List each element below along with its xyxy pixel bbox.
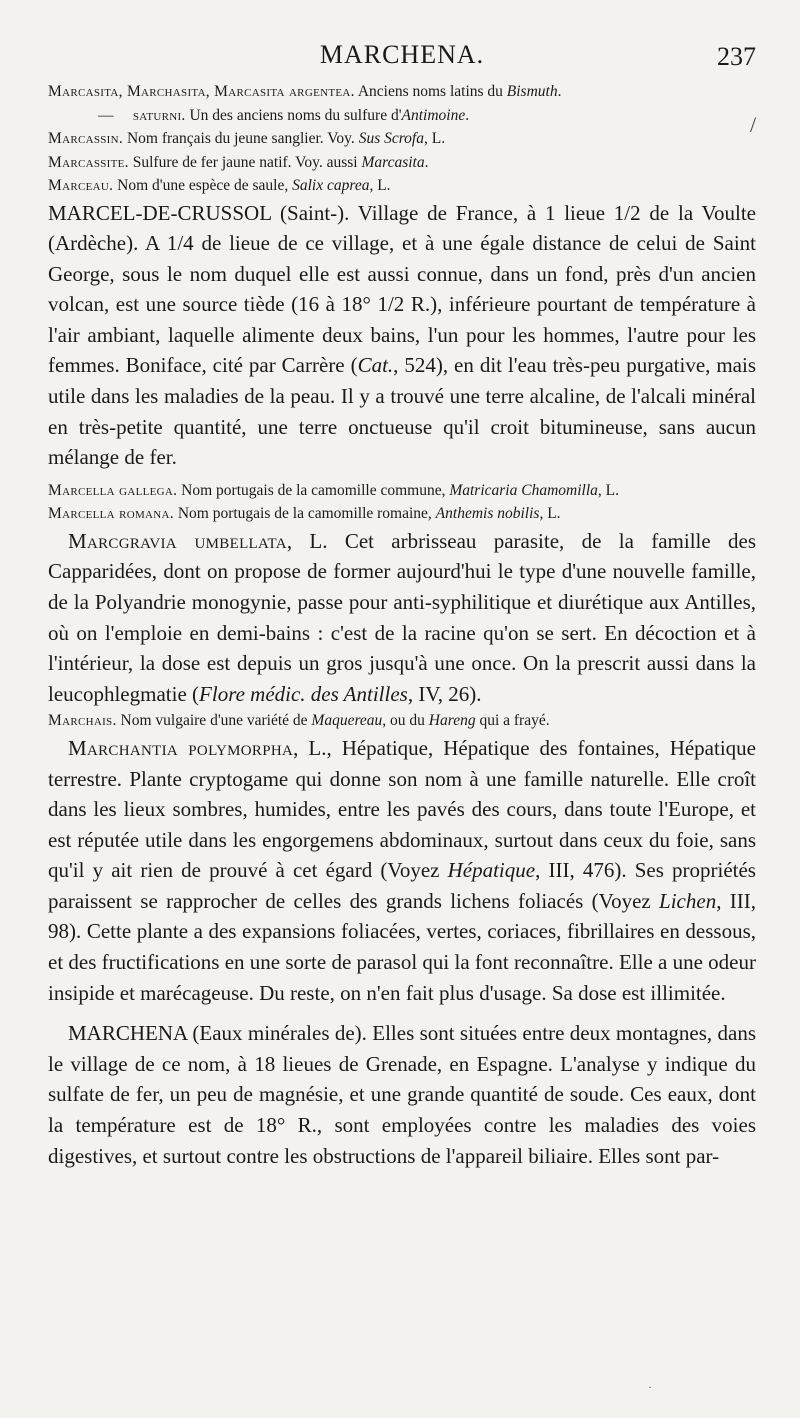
entry-term: Marchais. [48,712,117,730]
margin-mark: / [750,112,757,137]
entry-term: Marcgravia umbellata [68,528,287,553]
entry-italic: Hareng [428,712,476,730]
entry-italic: Antimoine [401,106,466,124]
entry-tail: , L. [539,505,561,523]
entry-italic: Anthemis nobilis [435,505,540,523]
entry-italic: Maquereau [311,712,383,730]
entry-italic: Salix caprea [292,177,370,194]
entry-text: Nom portugais de la camomille commune, [177,481,450,499]
entry-text: , III, 98). Cette plante a des expansions foliacées, vertes, coriaces, fibrillaires en dessous, et des fructifications en une sorte de parasol qui la font reconnaître. Elle a une odeur insipide et marécageuse. Du reste, on n'en fait plus d'usage. Sa dose est illimitée. [48,888,756,1005]
page-header [48,40,756,80]
entry-text: Nom vulgaire d'une variété de [116,712,312,730]
entry-term: MARCHENA [68,1021,188,1046]
entry-marchantia [48,733,756,1008]
entry-text: Nom d'une espèce de saule, [113,177,293,194]
entry-tail: . [465,106,470,124]
entry-marchais [48,709,756,733]
entry-term: Marcella gallega. [48,481,178,499]
entry-italic: Hépatique [447,858,536,883]
page-speck: · [648,1380,652,1394]
entry-term: Marcassite. [48,153,129,171]
entry-term: MARCEL-DE-CRUSSOL [48,200,272,225]
entry-marcella-romana [48,502,756,526]
entry-term: Marceau. [48,177,114,194]
entry-text: , 524), en dit l'eau très-peu purgative, mais utile dans les maladies de la peau. Il y a trouvé une terre alcaline, de l'alcali minéral en très-petite quantité, une terre onctueuse qu'il croit bitumineuse, sans aucun mélange de fer. [48,353,757,470]
entry-marcgravia [48,526,756,710]
entry-text: , L., Hépatique, Hépatique des fontaines, Hépatique terrestre. Plante cryptogame qui donne son nom à une famille naturelle. Elle croît dans les lieux sombres, humides, entre les pavés des cours, dans toute l'Europe, et est réputée utile dans les engorgemens abdominaux, surtout dans ceux du foie, sans qu'il y ait rien de prouvé à cet égard (Voyez [48,735,756,883]
entry-italic: Marcasita [361,153,425,171]
entry-marcassite [48,151,756,175]
entry-text: Nom portugais de la camomille romaine, [173,505,436,523]
entry-text: Un des anciens noms du sulfure d' [185,106,402,124]
entry-text: (Saint-). Village de France, à 1 lieue 1/2 de la Voulte (Ardèche). A 1/4 de lieue de ce village, et à une égale distance de celui de Saint George, sous le nom duquel elle est aussi connue, dans un fond, près d'un ancien volcan, est une source tiède (16 à 18° 1/2 R.), inférieure pourtant de température à l'air ambiant, laquelle alimente deux bains, l'un pour les hommes, l'autre pour les femmes. Boniface, cité par Carrère ( [48,200,756,378]
entry-tail: , L. [597,481,619,499]
entry-tail: . [557,83,562,100]
entry-term: saturni. [132,106,186,124]
entry-saturni [48,104,756,128]
entry-italic: Bismuth [506,83,558,100]
entry-italic: Matricaria Chamomilla [449,481,598,499]
page-body [48,80,756,1171]
entry-italic: Cat. [357,353,394,378]
entry-marcella-gallega [48,479,756,503]
entry-italic: Flore médic. des Antilles [199,681,408,706]
entry-text: , IV, 26). [407,681,482,706]
entry-term: Marchantia polymorpha [68,735,294,760]
entry-term: Marcasita, Marchasita, Marcasita argentea. [48,83,355,100]
page-number: 237 [717,42,756,71]
entry-text: Sulfure de fer jaune natif. Voy. aussi [128,153,362,171]
entry-italic: Lichen [659,888,717,913]
entry-dash: — [98,106,114,124]
entry-term: Marcassin. [48,130,124,147]
entry-marcel-de-crussol [48,198,756,473]
entry-text: , III, 476). Ses propriétés paraissent se rapprocher de celles des grands lichens foliacés (Voyez [48,858,756,913]
entry-term: Marcella romana. [48,505,174,523]
entry-marcassin [48,127,756,151]
entry-text: Nom français du jeune sanglier. Voy. [123,130,359,147]
entry-text: Anciens noms latins du [354,83,507,100]
entry-tail: , L. [424,130,446,147]
entry-text: , L. Cet arbrisseau parasite, de la famille des Capparidées, dont on propose de former aujourd'hui le type d'une nouvelle famille, de la Polyandrie monogynie, passe pour anti-syphilitique et diurétique aux Antilles, où on l'emploie en demi-bains : c'est de la racine qu'on se sert. En décoction et à l'intérieur, la dose est depuis un gros jusqu'à une once. On la prescrit aussi dans la leucophlegmatie ( [48,528,756,706]
entry-text: qui a frayé. [475,712,550,730]
entry-tail: . [424,153,429,171]
running-head: MARCHENA. [319,40,485,69]
entry-text: , ou du [382,712,429,730]
entry-tail: , L. [369,177,391,194]
entry-marcasita [48,80,756,104]
entry-text: (Eaux minérales de). Elles sont situées entre deux montagnes, dans le village de ce nom, à 18 lieues de Grenade, en Espagne. L'analyse y indique du sulfate de fer, un peu de magnésie, et une grande quantité de soude. Ces eaux, dont la température est de 18° R., sont employées contre les maladies des voies digestives, et surtout contre les obstructions de l'appareil biliaire. Elles sont par- [48,1021,756,1168]
entry-italic: Sus Scrofa [358,130,424,147]
entry-marceau [48,174,756,198]
entry-marchena [48,1018,756,1171]
